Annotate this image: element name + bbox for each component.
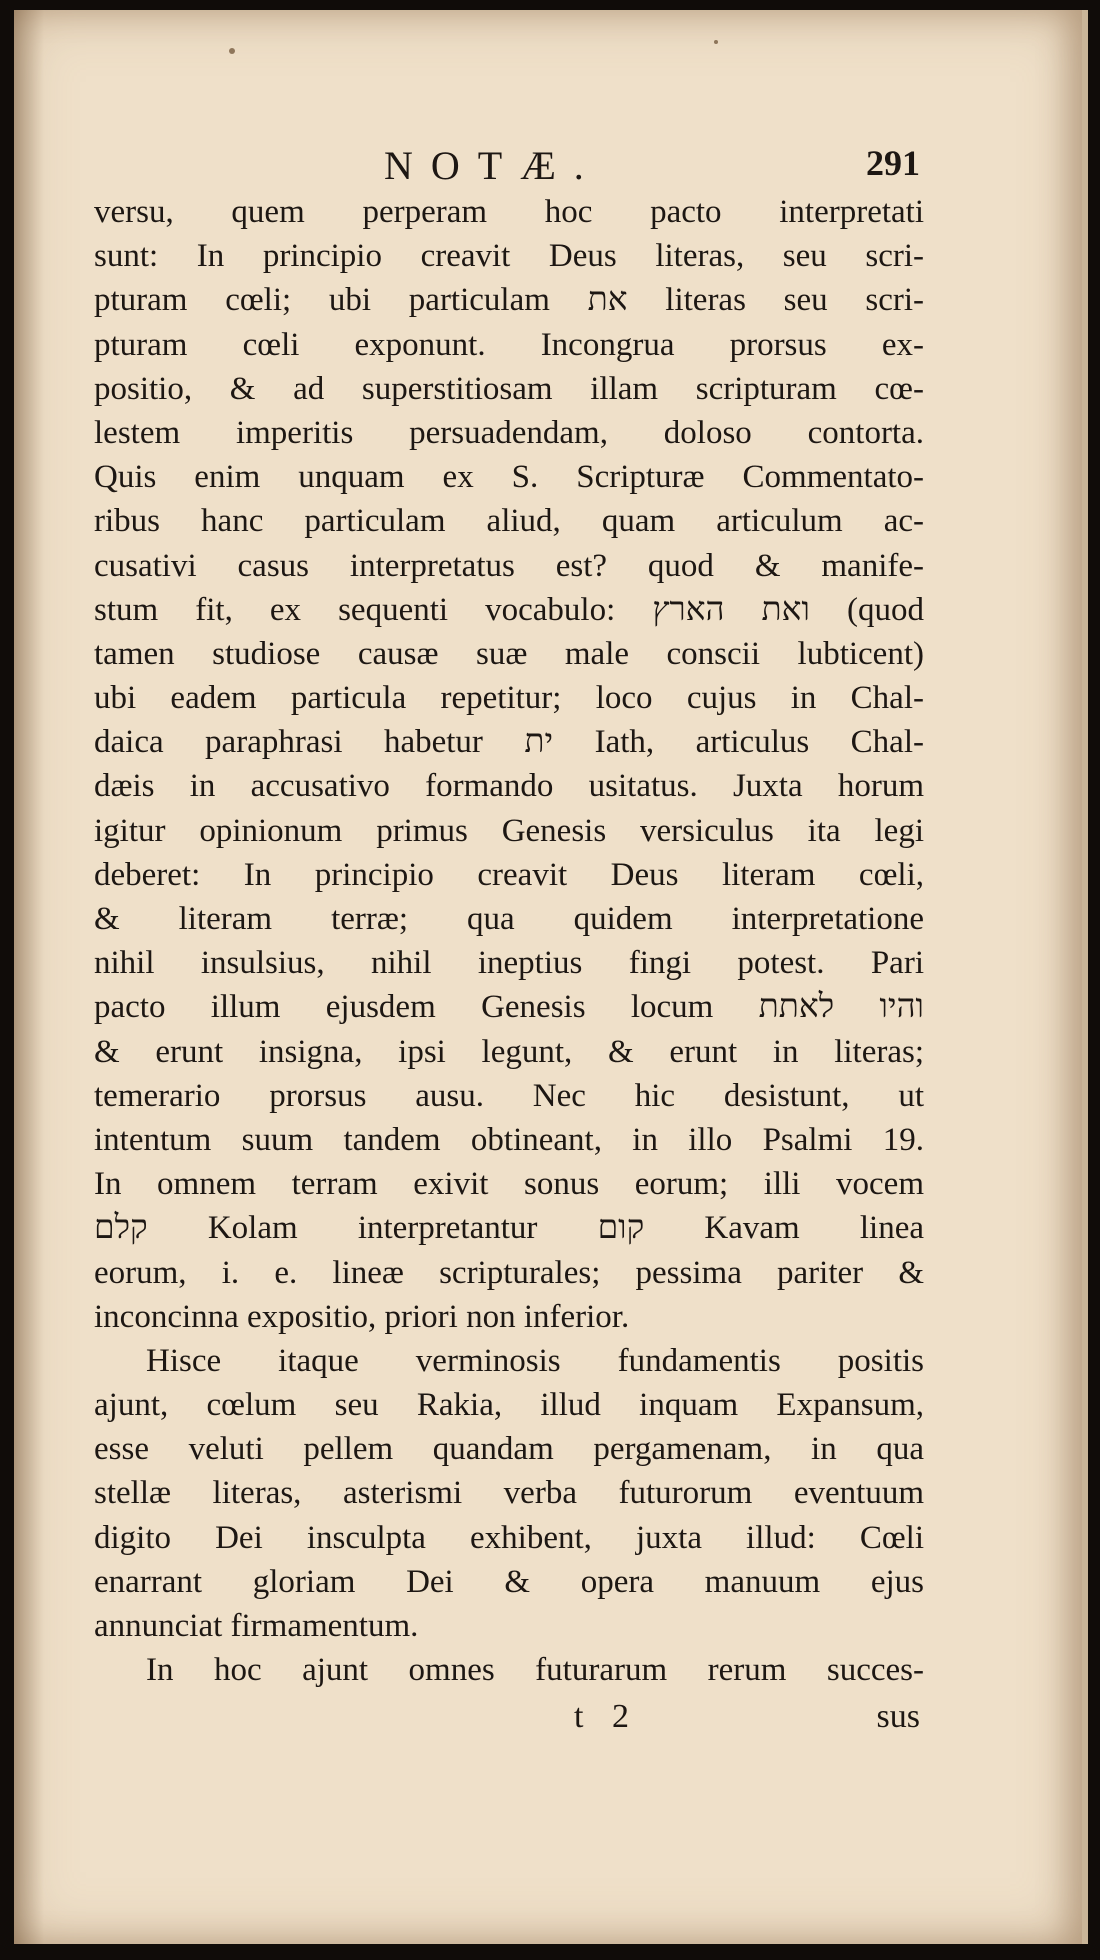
text-line: stellæ literas, asterismi verba futurorum eventuum bbox=[94, 1475, 924, 1512]
text-line: pacto illum ejusdem Genesis locum והיו לאתת bbox=[94, 989, 925, 1026]
body-text bbox=[94, 190, 924, 1692]
text-line: pturam cœli exponunt. Incongrua prorsus ex- bbox=[94, 326, 924, 363]
text-line: esse veluti pellem quandam pergamenam, in qua bbox=[94, 1431, 924, 1468]
text-line: positio, & ad superstitiosam illam scripturam cœ- bbox=[94, 370, 924, 407]
text-line: & erunt insigna, ipsi legunt, & erunt in literas; bbox=[94, 1033, 924, 1070]
text-line: In hoc ajunt omnes futurarum rerum succes- bbox=[146, 1652, 924, 1689]
signature-mark: t 2 bbox=[574, 1698, 639, 1736]
text-line: tamen studiose causæ suæ male conscii lubticent) bbox=[94, 635, 924, 672]
text-line: lestem imperitis persuadendam, doloso contorta. bbox=[94, 414, 924, 451]
book-page bbox=[14, 10, 1088, 1944]
text-line: inconcinna expositio, priori non inferior. bbox=[94, 1298, 630, 1335]
text-line: digito Dei insculpta exhibent, juxta illud: Cœli bbox=[94, 1519, 924, 1556]
text-line: sunt: In principio creavit Deus literas, seu scri- bbox=[94, 238, 924, 275]
page-text-block bbox=[94, 142, 924, 1746]
text-line: ubi eadem particula repetitur; loco cujus in Chal- bbox=[94, 680, 924, 717]
text-line: daica paraphrasi habetur ית Iath, articulus Chal- bbox=[94, 724, 924, 761]
text-line: stum fit, ex sequenti vocabulo: ואת הארץ (quod bbox=[94, 591, 924, 628]
text-line: In omnem terram exivit sonus eorum; illi vocem bbox=[94, 1166, 924, 1203]
catchword: sus bbox=[876, 1698, 920, 1736]
paper-speck bbox=[714, 40, 718, 44]
text-line: ajunt, cœlum seu Rakia, illud inquam Expansum, bbox=[94, 1387, 924, 1424]
text-line: enarrant gloriam Dei & opera manuum ejus bbox=[94, 1563, 924, 1600]
text-line: קלם Kolam interpretantur קום Kavam linea bbox=[94, 1210, 924, 1247]
text-line: ribus hanc particulam aliud, quam articulum ac- bbox=[94, 503, 924, 540]
text-line: dæis in accusativo formando usitatus. Juxta horum bbox=[94, 768, 924, 805]
text-line: cusativi casus interpretatus est? quod & manife- bbox=[94, 547, 924, 584]
running-title: NOTÆ. bbox=[384, 143, 602, 188]
text-line: deberet: In principio creavit Deus literam cœli, bbox=[94, 856, 924, 893]
text-line: eorum, i. e. lineæ scripturales; pessima pariter & bbox=[94, 1254, 924, 1291]
page-footer bbox=[94, 1698, 924, 1746]
text-line: temerario prorsus ausu. Nec hic desistunt, ut bbox=[94, 1077, 924, 1114]
text-line: pturam cœli; ubi particulam את literas seu scri- bbox=[94, 282, 924, 319]
text-line: intentum suum tandem obtineant, in illo Psalmi 19. bbox=[94, 1121, 924, 1158]
text-line: annunciat firmamentum. bbox=[94, 1608, 419, 1644]
paper-speck bbox=[229, 48, 235, 54]
page-number: 291 bbox=[866, 143, 920, 183]
page-gutter-shadow bbox=[14, 10, 44, 1944]
text-line: & literam terræ; qua quidem interpretatione bbox=[94, 901, 924, 937]
text-line: Quis enim unquam ex S. Scripturæ Commentato- bbox=[94, 459, 924, 496]
text-line: Hisce itaque verminosis fundamentis positis bbox=[146, 1342, 924, 1379]
text-line: versu, quem perperam hoc pacto interpretati bbox=[94, 194, 924, 230]
text-line: nihil insulsius, nihil ineptius fingi potest. Pari bbox=[94, 945, 924, 982]
page-header bbox=[94, 142, 924, 190]
text-line: igitur opinionum primus Genesis versiculus ita legi bbox=[94, 812, 924, 849]
